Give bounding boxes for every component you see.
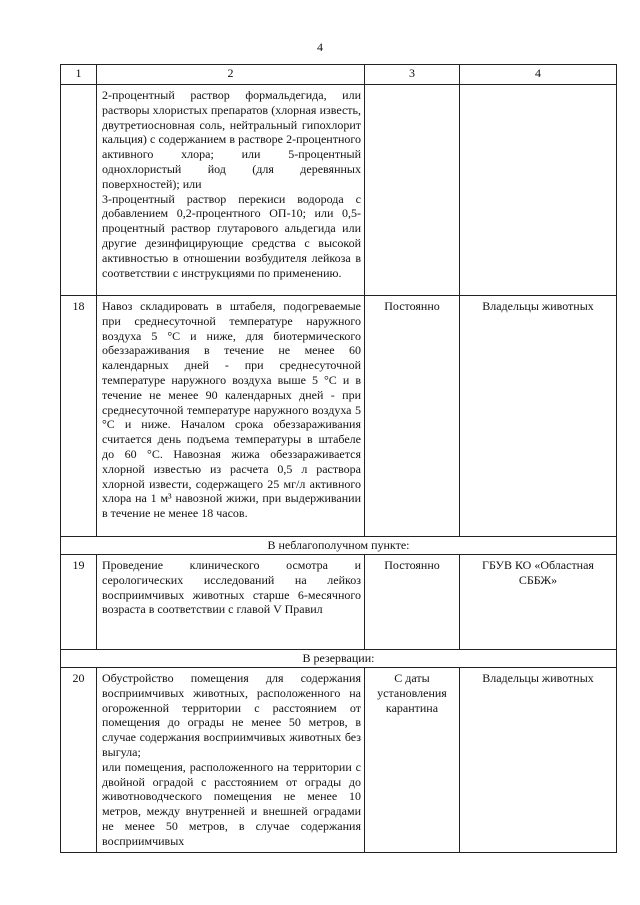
row-number: 20 bbox=[61, 668, 97, 853]
row-text bbox=[97, 85, 365, 296]
row-text: Проведение клинического осмотра и серологических исследований на лейкоз восприимчивых животных старше 6-месячного возраста в соответствии с главой V Правил bbox=[97, 555, 365, 650]
row-text-paragraph: Навоз складировать в штабеля, подогреваемые при среднесуточной температуре наружного воздуха 5 °С и ниже, для биотермического обеззараживания в течение не менее 60 календарных дней - при среднесуточной температуре наружного воздуха выше 5 °С и в течение не менее 90 календарных дней - при среднесуточной температуре наружного воздуха 5 °С и ниже. Началом срока обеззараживания считается день подъема температуры в штабеле до 60 °С. Навозная жижа обеззараживается хлорной известью из расчета 0,5 л раствора хлорной извести, содержащего 25 мг/л активного хлора на 1 м³ навозной жижи, при выдерживании в течение не менее 18 часов. bbox=[102, 299, 361, 521]
table-row bbox=[61, 668, 617, 853]
row-text-paragraph: Обустройство помещения для содержания восприимчивых животных, расположенного на огороженной территории с расстоянием от помещения до ограды не менее 50 метров, в случае содержания восприимчивых животных без выгула; bbox=[102, 671, 361, 759]
table-row bbox=[61, 85, 617, 296]
row-text-paragraph: 3-процентный раствор перекиси водорода с добавлением 0,2-процентного ОП-10; или 0,5-процентный раствор глутарового альдегида или другие дезинфицирующие средства с высокой активностью в отношении возбудителя лейкоза в соответствии с инструкциями по применению. bbox=[102, 191, 361, 280]
section-title: В резервации: bbox=[61, 650, 617, 668]
section-title: В неблагополучном пункте: bbox=[61, 537, 617, 555]
row-text-paragraph: 2-процентный раствор формальдегида, или растворы хлористых препаратов (хлорная известь, двутретиосновная соль, нейтральный гипохлорит кальция) с содержанием в растворе 2-процентного активного хлора; или 5-процентный однохлористый йод (для деревянных поверхностей); или bbox=[102, 88, 361, 191]
header-col-1: 1 bbox=[61, 65, 97, 85]
row-executor: Владельцы животных bbox=[460, 668, 617, 853]
row-text bbox=[97, 296, 365, 537]
row-term bbox=[365, 85, 460, 296]
measures-table bbox=[60, 64, 617, 853]
table-row bbox=[61, 296, 617, 537]
row-term: Постоянно bbox=[365, 296, 460, 537]
row-executor: ГБУВ КО «Областная СББЖ» bbox=[460, 555, 617, 650]
page-number: 4 bbox=[317, 40, 323, 54]
row-term: С даты установления карантина bbox=[365, 668, 460, 853]
section-header-row bbox=[61, 537, 617, 555]
row-number bbox=[61, 85, 97, 296]
header-col-3: 3 bbox=[365, 65, 460, 85]
table-row bbox=[61, 555, 617, 650]
row-text-paragraph: или помещения, расположенного на территории с двойной оградой с расстоянием от ограды до животноводческого помещения не менее 10 метров, между внутренней и внешней оградами не менее 50 метров, в случае содержания восприимчивых bbox=[102, 759, 361, 848]
row-term: Постоянно bbox=[365, 555, 460, 650]
section-header-row bbox=[61, 650, 617, 668]
header-col-4: 4 bbox=[460, 65, 617, 85]
row-number: 19 bbox=[61, 555, 97, 650]
row-number: 18 bbox=[61, 296, 97, 537]
row-executor: Владельцы животных bbox=[460, 296, 617, 537]
row-text bbox=[97, 668, 365, 853]
table-header-row bbox=[61, 65, 617, 85]
header-col-2: 2 bbox=[97, 65, 365, 85]
row-executor bbox=[460, 85, 617, 296]
